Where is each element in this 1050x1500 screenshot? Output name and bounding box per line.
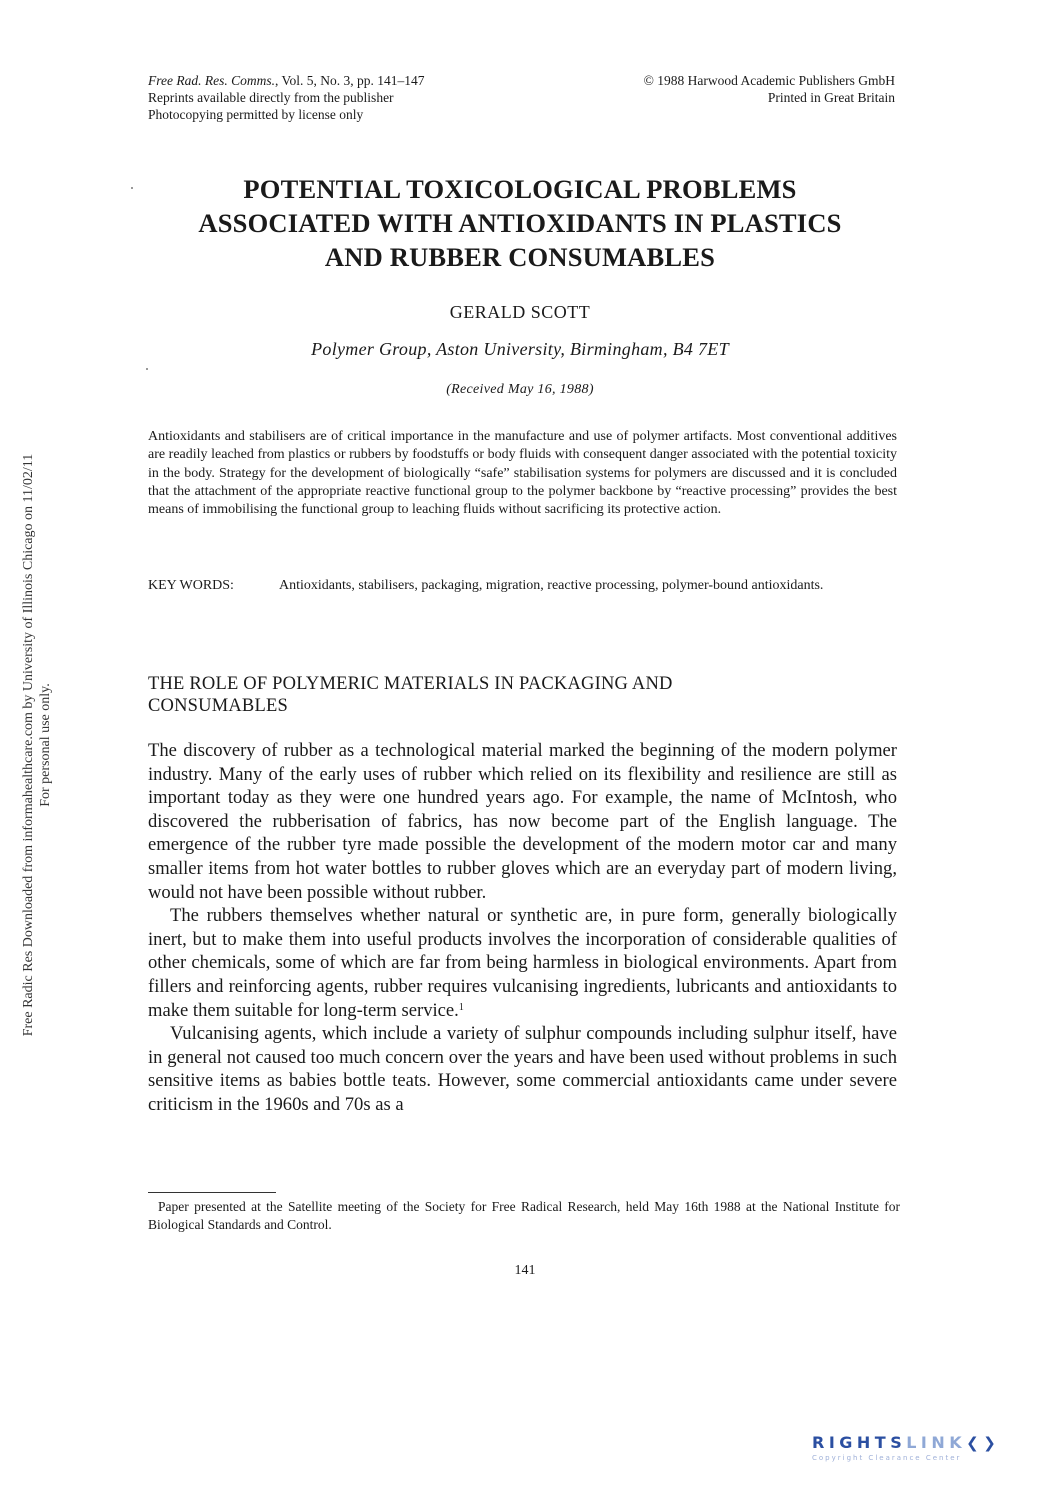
- section-heading-line-2: CONSUMABLES: [148, 696, 288, 716]
- reference-marker: 1: [458, 1001, 464, 1013]
- rightslink-word-rights: RIGHTS: [812, 1433, 907, 1452]
- photocopy-note: Photocopying permitted by license only: [148, 107, 364, 122]
- body-paragraph-2: [148, 904, 897, 1022]
- keywords-label: KEY WORDS:: [148, 578, 234, 593]
- title-line-1: POTENTIAL TOXICOLOGICAL PROBLEMS: [243, 174, 797, 204]
- rightslink-logo[interactable]: [812, 1434, 1032, 1474]
- author-name: GERALD SCOTT: [449, 302, 591, 322]
- paper-title: [100, 172, 940, 274]
- abstract: Antioxidants and stabilisers are of critical importance in the manufacture and use of polymer artifacts. Most conventional additives are readily leached from plastics or rubbers by foodstuffs or body fluids with consequent danger associated with the potential toxicity in the body. Strategy for the development of biologically “safe” stabilisation systems for polymers are discussed and it is concluded that the attachment of the appropriate reactive functional group to the polymer backbone by “reactive processing” provides the best means of immobilising the functional group to leaching fluids without sacrificing its protective action.: [148, 429, 897, 518]
- rightslink-arrow-icon: ❮❯: [966, 1434, 1001, 1452]
- printed-line: Printed in Great Britain: [767, 90, 895, 105]
- body-paragraph-1: The discovery of rubber as a technological material marked the beginning of the modern polymer industry. Many of the early uses of rubber which relied on its flexibility and resilience are still as important today as they were one hundred years ago. For example, the name of McIntosh, who discovered the rubberisation of fabrics, has now become part of the English language. The emergence of the rubber tyre made possible the development of the modern motor car and many smaller items from hot water bottles to rubber gloves which are an everyday part of modern living, would not have been possible without rubber.: [148, 740, 897, 903]
- journal-citation: , Vol. 5, No. 3, pp. 141–147: [274, 73, 425, 88]
- keywords-text: Antioxidants, stabilisers, packaging, migration, reactive processing, polymer-bound antioxidants.: [279, 578, 824, 593]
- rightslink-word-link: LINK: [906, 1433, 967, 1452]
- title-line-2: ASSOCIATED WITH ANTIOXIDANTS IN PLASTICS: [198, 208, 842, 238]
- rightslink-tagline: Copyright Clearance Center: [812, 1454, 962, 1462]
- author-affiliation: Polymer Group, Aston University, Birmingham, B4 7ET: [311, 339, 729, 359]
- received-date: (Received May 16, 1988): [446, 382, 594, 397]
- section-heading-line-1: THE ROLE OF POLYMERIC MATERIALS IN PACKAGING AND: [148, 674, 673, 694]
- side-note-line-2: For personal use only.: [38, 683, 53, 807]
- journal-name: Free Rad. Res. Comms.: [148, 73, 275, 88]
- title-line-3: AND RUBBER CONSUMABLES: [324, 242, 716, 272]
- body-text: [148, 739, 897, 1117]
- reprints-note: Reprints available directly from the publisher: [148, 90, 394, 105]
- download-side-note: [20, 285, 60, 1205]
- side-note-line-1: Free Radic Res Downloaded from informahealthcare.com by University of Illinois Chicago on 11/02/11: [21, 453, 36, 1037]
- journal-header-right: [586, 72, 895, 106]
- body-paragraph-3: Vulcanising agents, which include a variety of sulphur compounds including sulphur itself, have in general not caused too much concern over the years and have been used without problems in such sensitive items as babies bottle teats. However, some commercial antioxidants came under severe criticism in the 1960s and 70s as a: [148, 1023, 897, 1115]
- footnote: Paper presented at the Satellite meeting of the Society for Free Radical Research, held May 16th 1988 at the National Institute for Biological Standards and Control.: [148, 1199, 900, 1232]
- journal-header-left: [148, 72, 425, 123]
- copyright-line: © 1988 Harwood Academic Publishers GmbH: [643, 73, 895, 88]
- footnote-rule: [148, 1192, 276, 1193]
- body-paragraph-2-text: The rubbers themselves whether natural or synthetic are, in pure form, generally biologically inert, but to make them into useful products involves the incorporation of considerable qualities of other chemicals, some of which are far from being harmless in biological environments. Apart from fillers and reinforcing agents, rubber requires vulcanising ingredients, lubricants and antioxidants to make them suitable for long-term service.: [148, 905, 897, 1021]
- section-heading: [148, 673, 897, 717]
- page-number: 141: [514, 1263, 536, 1278]
- scan-speck: [146, 368, 148, 370]
